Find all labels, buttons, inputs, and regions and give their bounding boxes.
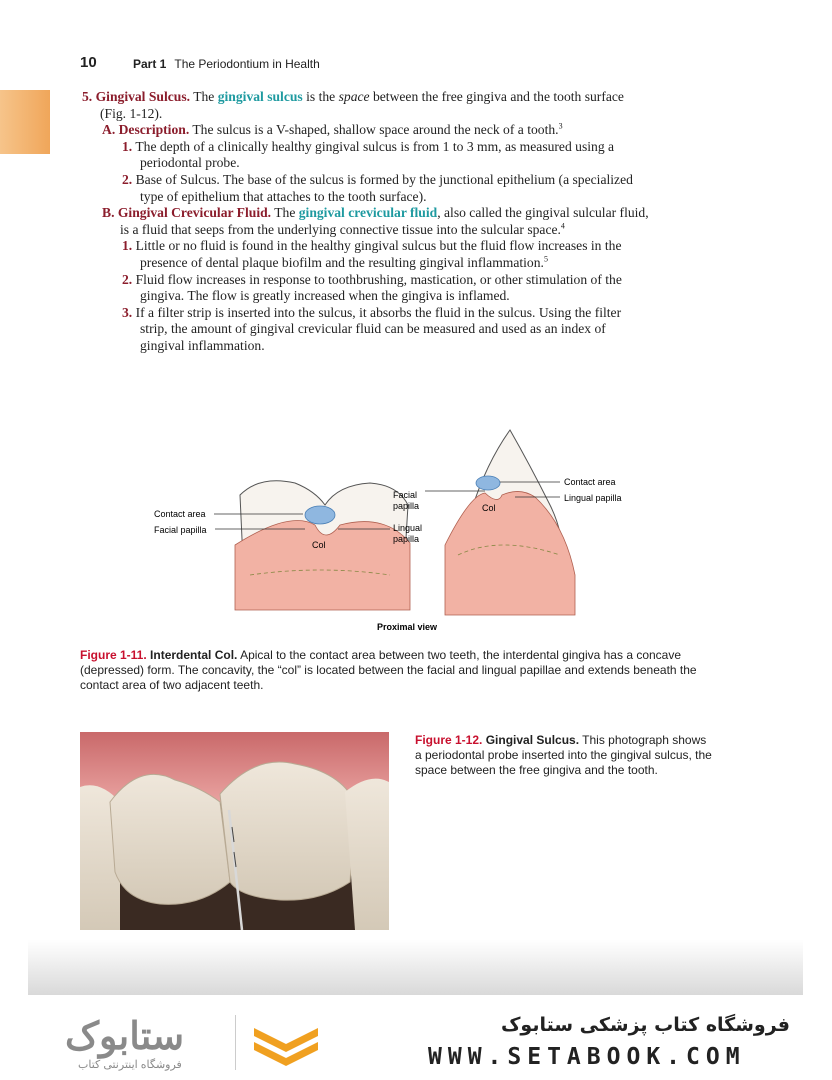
body-text xyxy=(82,89,652,355)
list-item xyxy=(82,172,652,205)
emphasis: space xyxy=(338,89,370,104)
text-span: , also called the gingival sulcular fluid, is a fluid that seeps from the underlying connective tissue into the sulcular space. xyxy=(120,205,649,237)
page-number: 10 xyxy=(80,54,97,71)
label-lingual-papilla-right: Lingual papilla xyxy=(564,493,622,503)
label-contact-area-left: Contact area xyxy=(154,509,206,519)
item-text: Base of Sulcus. The base of the sulcus is formed by the junctional epithelium (a specialized type of epithelium that attaches to the tooth surface). xyxy=(132,171,633,204)
item-text: Fluid flow increases in response to toothbrushing, mastication, or other stimulation of the gingiva. The flow is greatly increased when the gingiva is inflamed. xyxy=(132,271,622,304)
caption-text: Apical to the contact area between two teeth, the interdental gingiva has a concave (depressed) form. The concavity, the “col” is located between the facial and lingual papillae and extends beneath the contact area of two adjacent teeth. xyxy=(80,648,697,692)
list-item xyxy=(82,305,652,355)
text-span: is the xyxy=(302,89,339,104)
label-facial-papilla-left: Facial papilla xyxy=(154,525,207,535)
item-number: 2. xyxy=(122,271,133,287)
text-span: The xyxy=(190,89,218,104)
page-bottom-shadow xyxy=(28,940,803,995)
item-number: 2. xyxy=(122,171,133,187)
citation: 5 xyxy=(543,254,548,264)
interdental-col-diagram xyxy=(140,425,660,635)
section-5 xyxy=(82,89,652,122)
text-span: The xyxy=(271,205,299,221)
list-item xyxy=(82,139,652,172)
caption-text: This photograph shows a periodontal probe inserted into the gingival sulcus, the space between the free gingiva and the tooth. xyxy=(415,733,712,777)
label-lingual-papilla-center-line1: Lingual xyxy=(393,523,423,533)
label-facial-papilla-center-line2: papilla xyxy=(393,501,420,511)
item-text: If a filter strip is inserted into the sulcus, it absorbs the fluid in the sulcus. Using the filter strip, the amount of gingival crevicular fluid can be measured and used as an index of gingival inflammation. xyxy=(132,304,622,353)
item-number: 1. xyxy=(122,238,133,254)
item-text: Little or no fluid is found in the healthy gingival sulcus but the fluid flow increases in the presence of dental plaque biofilm and the resulting gingival inflammation. xyxy=(132,238,622,270)
teeth-photo-illustration xyxy=(80,732,389,930)
text-span: between the free gingiva and the tooth surface (Fig. 1-12). xyxy=(100,89,624,121)
label-col-right: Col xyxy=(482,503,496,513)
figure-1-12-photo xyxy=(80,732,389,930)
logo-wordmark: ستابوک xyxy=(65,1016,185,1058)
book-stack-icon xyxy=(250,1020,322,1070)
item-number: 1. xyxy=(122,138,133,154)
caption-label: Figure 1-11. xyxy=(80,648,147,662)
figure-1-12-caption xyxy=(415,733,715,778)
subsection-a xyxy=(82,122,652,139)
chapter-tab xyxy=(0,90,50,154)
part-label: Part 1 xyxy=(133,57,167,71)
list-item xyxy=(82,238,652,271)
caption-label: Figure 1-12. xyxy=(415,733,483,747)
footer-divider xyxy=(235,1015,236,1070)
item-number: 3. xyxy=(122,304,133,320)
label-proximal-view: Proximal view xyxy=(377,622,438,632)
citation: 3 xyxy=(558,121,563,131)
term-gingival-sulcus: gingival sulcus xyxy=(217,89,303,104)
term-crevicular-fluid: gingival crevicular fluid xyxy=(298,205,438,221)
subsection-b-label: B. Gingival Crevicular Fluid. xyxy=(102,205,272,221)
running-head xyxy=(133,57,320,71)
citation: 4 xyxy=(560,221,565,231)
subsection-b xyxy=(82,205,652,238)
section-number: 5. xyxy=(82,89,93,104)
item-text: The depth of a clinically healthy gingival sulcus is from 1 to 3 mm, as measured using a periodontal probe. xyxy=(132,138,615,171)
caption-title: Gingival Sulcus. xyxy=(485,733,580,747)
figure-1-11-caption xyxy=(80,648,720,693)
logo-subtitle: فروشگاه اینترنتی کتاب xyxy=(78,1059,182,1071)
label-facial-papilla-center-line1: Facial xyxy=(393,490,418,500)
subsection-a-label: A. Description. xyxy=(102,122,190,138)
store-title: فروشگاه کتاب پزشکی ستابوک xyxy=(500,1014,790,1036)
caption-title: Interdental Col. xyxy=(150,648,238,662)
label-col-left: Col xyxy=(312,540,326,550)
part-title: The Periodontium in Health xyxy=(174,57,320,71)
section-heading: Gingival Sulcus. xyxy=(95,89,191,104)
list-item xyxy=(82,272,652,305)
store-url[interactable]: WWW.SETABOOK.COM xyxy=(428,1044,746,1070)
text-span: The sulcus is a V-shaped, shallow space around the neck of a tooth. xyxy=(189,122,559,138)
label-lingual-papilla-center-line2: papilla xyxy=(393,534,420,544)
label-contact-area-right: Contact area xyxy=(564,477,616,487)
